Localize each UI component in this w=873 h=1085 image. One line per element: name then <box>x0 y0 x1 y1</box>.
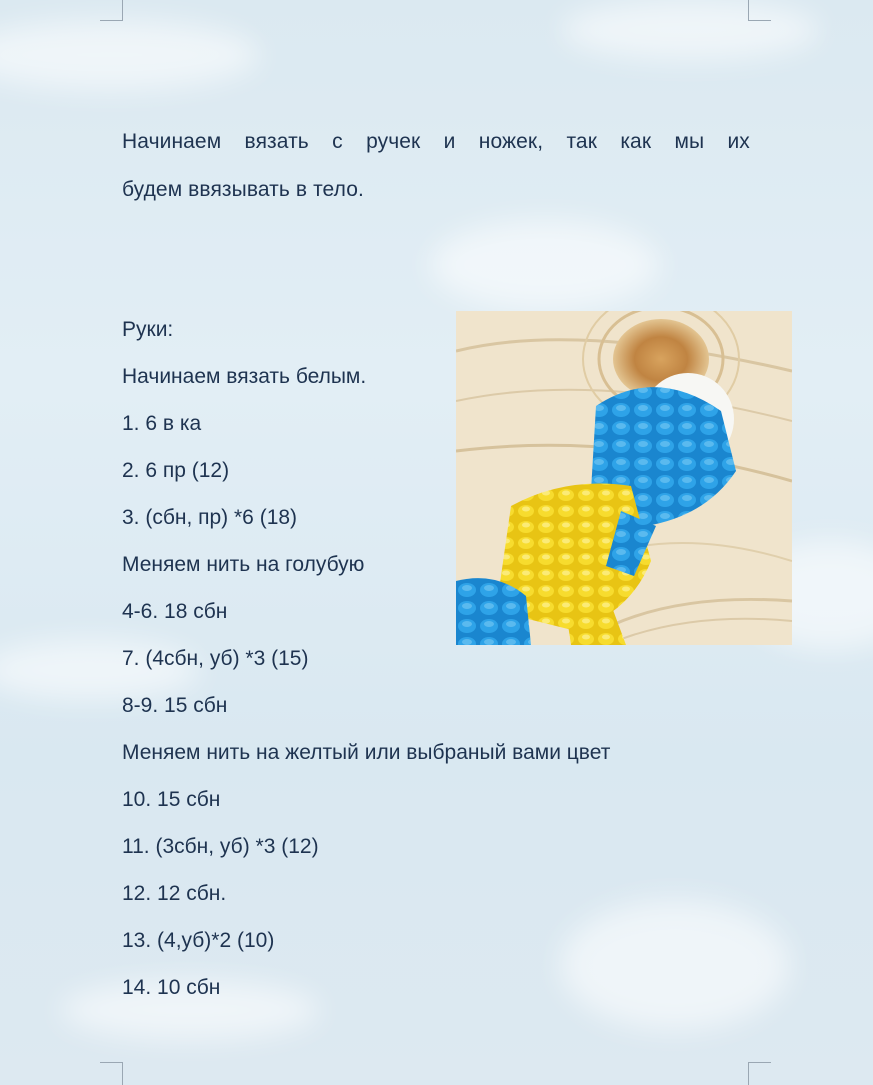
instruction-line: 12. 12 сбн. <box>122 882 227 905</box>
intro-paragraph <box>122 118 750 214</box>
intro-word: так <box>566 130 598 153</box>
instruction-line: 1. 6 в ка <box>122 412 202 435</box>
instruction-line: 4-6. 18 сбн <box>122 600 228 623</box>
intro-line-2: будем ввязывать в тело. <box>122 178 364 201</box>
instruction-line: Меняем нить на желтый или выбраный вами цвет <box>122 741 611 764</box>
cloud-decoration <box>430 220 660 310</box>
cloud-decoration <box>0 20 260 90</box>
crocheted-arm-photo <box>456 311 792 645</box>
instruction-line: 14. 10 сбн <box>122 976 221 999</box>
instruction-line: Начинаем вязать белым. <box>122 365 367 388</box>
instruction-line: 2. 6 пр (12) <box>122 459 230 482</box>
intro-word: ручек <box>366 130 421 153</box>
intro-line-1 <box>122 118 750 166</box>
cloud-decoration <box>560 0 820 60</box>
intro-word: их <box>727 130 750 153</box>
crocheted-arm-illustration <box>456 311 792 645</box>
intro-word: с <box>332 130 343 153</box>
intro-word: Начинаем <box>122 130 222 153</box>
intro-word: вязать <box>244 130 309 153</box>
intro-word: мы <box>674 130 705 153</box>
corner-mark-bottom-left <box>100 1062 123 1085</box>
instruction-line: 11. (3сбн, уб) *3 (12) <box>122 835 319 858</box>
instruction-line: 10. 15 сбн <box>122 788 221 811</box>
instruction-line: 3. (сбн, пр) *6 (18) <box>122 506 298 529</box>
intro-word: ножек, <box>478 130 544 153</box>
instruction-line: 7. (4сбн, уб) *3 (15) <box>122 647 309 670</box>
intro-word: как <box>620 130 652 153</box>
corner-mark-top-right <box>748 0 771 21</box>
corner-mark-top-left <box>100 0 123 21</box>
instruction-line: 8-9. 15 сбн <box>122 694 228 717</box>
intro-word: и <box>443 130 456 153</box>
section-title: Руки: <box>122 318 174 341</box>
corner-mark-bottom-right <box>748 1062 771 1085</box>
instruction-line: 13. (4,уб)*2 (10) <box>122 929 275 952</box>
instruction-line: Меняем нить на голубую <box>122 553 365 576</box>
